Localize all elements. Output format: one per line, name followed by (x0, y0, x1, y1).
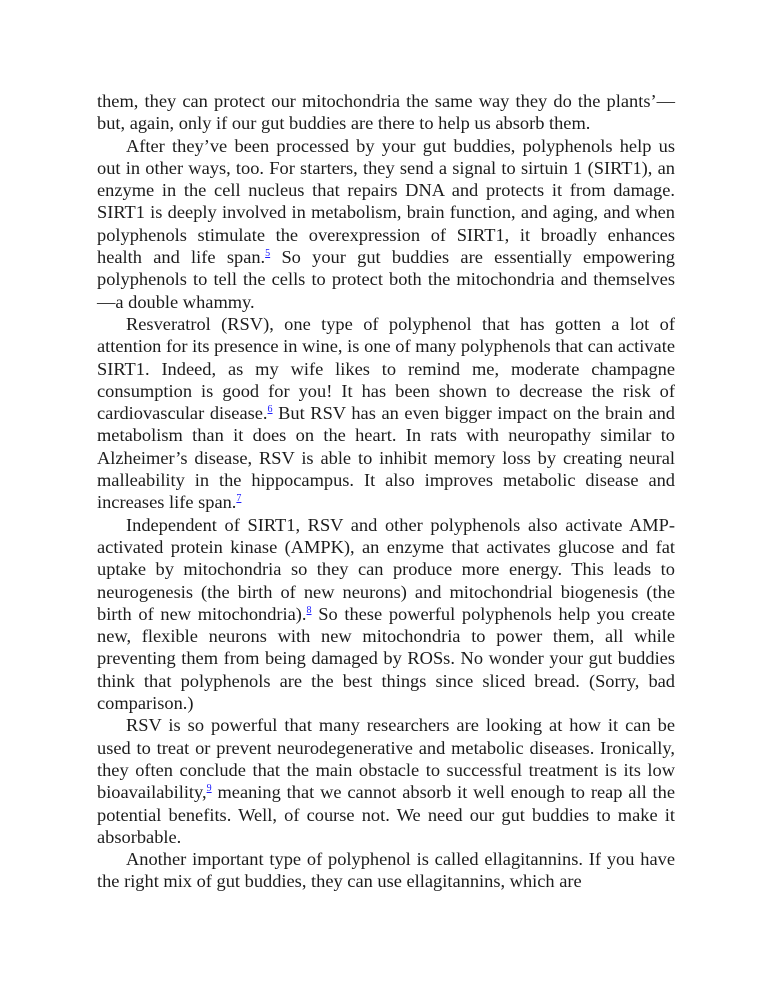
paragraph-ampk (97, 514, 675, 715)
text-run: But RSV has an even bigger impact on the brain and metabolism than it does on the heart. In rats with neuropathy similar to Alzheimer’s disease, RSV is able to inhibit memory loss by creating neural malleability in the hippocampus. It also improves metabolic disease and increases life span. (97, 403, 675, 513)
footnote-link-8[interactable]: 8 (306, 604, 312, 616)
footnote-link-9[interactable]: 9 (206, 783, 212, 795)
text-run: So these powerful polyphenols help you create new, flexible neurons with new mitochondria to power them, all while preventing them from being damaged by ROSs. No wonder your gut buddies think that polyphenols are the best things since sliced bread. (Sorry, bad comparison.) (97, 603, 675, 714)
text-run: Independent of SIRT1, RSV and other polyphenols also activate AMP-activated protein kinase (AMPK), an enzyme that activates glucose and fat uptake by mitochondria so they can produce more energy. This leads to neurogenesis (the birth of new neurons) and mitochondrial biogenesis (the birth of new mitochondria). (97, 514, 675, 624)
footnote-7 (236, 493, 241, 504)
text-run: meaning that we cannot absorb it well enough to reap all the potential benefits. Well, of course not. We need our gut buddies to make it absorbable. (97, 782, 675, 847)
footnote-link-5[interactable]: 5 (265, 248, 271, 260)
text-run: So your gut buddies are essentially empowering polyphenols to tell the cells to protect both the mitochondria and themselves—a double whammy. (97, 247, 675, 312)
text-run: RSV is so powerful that many researchers are looking at how it can be used to treat or prevent neurodegenerative and metabolic diseases. Ironically, they often conclude that the main obstacle to successful treatment is its low bioavailability, (97, 715, 675, 803)
paragraph-continuation (97, 90, 675, 135)
paragraph-sirt1 (97, 135, 675, 313)
text-run: Resveratrol (RSV), one type of polyphenol that has gotten a lot of attention for its presence in wine, is one of many polyphenols that can activate SIRT1. Indeed, as my wife likes to remind me, moderate champagne consumption is good for you! It has been shown to decrease the risk of cardiovascular disease. (97, 313, 675, 424)
document-page (97, 90, 675, 893)
footnote-link-7[interactable]: 7 (236, 493, 242, 505)
paragraph-bioavailability (97, 714, 675, 848)
text-run: them, they can protect our mitochondria the same way they do the plants’—but, again, only if our gut buddies are there to help us absorb them. (97, 91, 675, 134)
footnote-link-6[interactable]: 6 (267, 404, 273, 416)
text-run: After they’ve been processed by your gut buddies, polyphenols help us out in other ways, too. For starters, they send a signal to sirtuin 1 (SIRT1), an enzyme in the cell nucleus that repairs DNA and protects it from damage. SIRT1 is deeply involved in metabolism, brain function, and aging, and when polyphenols stimulate the overexpression of SIRT1, it broadly enhances health and life span. (97, 135, 675, 268)
text-run: Another important type of polyphenol is called ellagitannins. If you have the right mix of gut buddies, they can use ellagitannins, which are (97, 849, 675, 892)
paragraph-ellagitannins (97, 848, 675, 893)
paragraph-resveratrol (97, 313, 675, 514)
